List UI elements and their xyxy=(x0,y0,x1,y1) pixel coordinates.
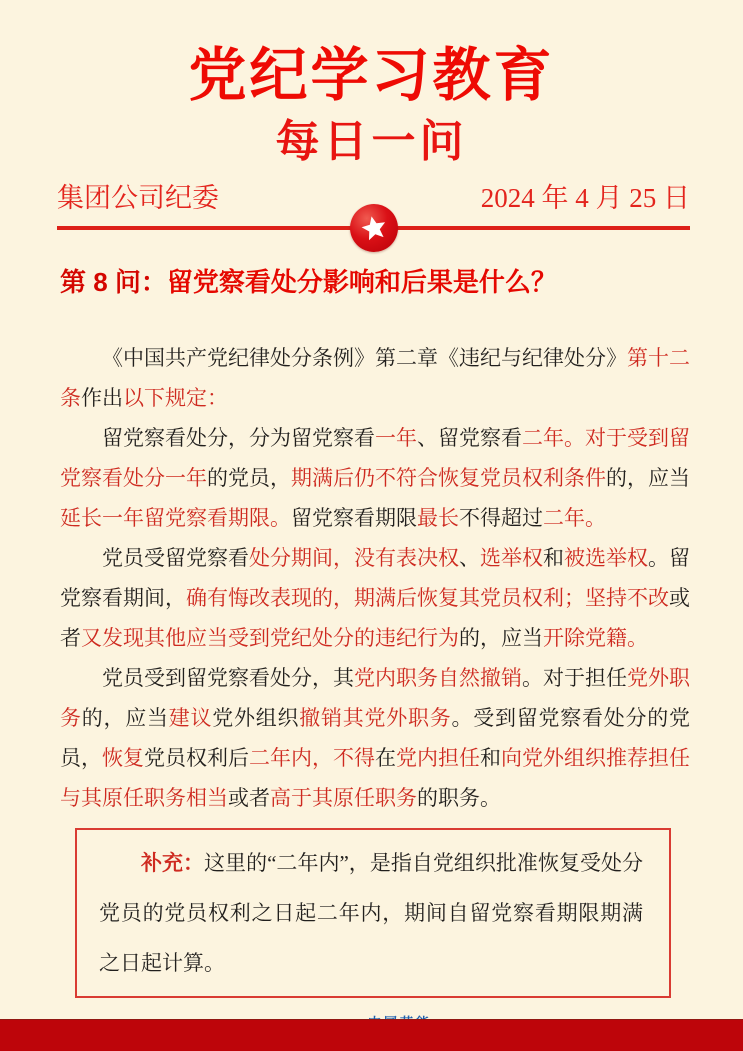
supplement-text: 补充：这里的“二年内”，是指自党组织批准恢复受处分党员的党员权利之日起二年内，期间自留党察看期限期满之日起计算。 xyxy=(99,851,644,975)
header-divider xyxy=(57,216,690,264)
star-icon xyxy=(357,211,390,244)
org-name: 集团公司纪委 xyxy=(57,183,219,213)
date-text: 2024 年 4 月 25 日 xyxy=(480,183,690,213)
body-paragraph: 《中国共产党纪律处分条例》第二章《违纪与纪律处分》第十二条作出以下规定： xyxy=(60,346,690,410)
question-number: 第 8 问： xyxy=(60,267,167,297)
question-text: 留党察看处分影响和后果是什么？ xyxy=(166,267,557,297)
supplement-box xyxy=(75,828,671,998)
body-text xyxy=(60,338,690,818)
page-subtitle: 每日一问 xyxy=(275,117,468,166)
page-title: 党纪学习教育 xyxy=(188,43,555,108)
question-heading xyxy=(60,266,690,298)
body-paragraph: 党员受到留党察看处分，其党内职务自然撤销。对于担任党外职务的，应当建议党外组织撤销其党外职务。受到留党察看处分的党员，恢复党员权利后二年内，不得在党内担任和向党外组织推荐担任与其原任职务相当或者高于其原任职务的职务。 xyxy=(60,666,690,810)
body-paragraph: 党员受留党察看处分期间，没有表决权、选举权和被选举权。留党察看期间，确有悔改表现的，期满后恢复其党员权利；坚持不改或者又发现其他应当受到党纪处分的违纪行为的，应当开除党籍。 xyxy=(60,546,690,650)
bottom-red-bar xyxy=(0,1019,743,1051)
body-paragraph: 留党察看处分，分为留党察看一年、留党察看二年。对于受到留党察看处分一年的党员，期满后仍不符合恢复党员权利条件的，应当延长一年留党察看期限。留党察看期限最长不得超过二年。 xyxy=(60,426,690,530)
star-badge xyxy=(350,204,398,252)
